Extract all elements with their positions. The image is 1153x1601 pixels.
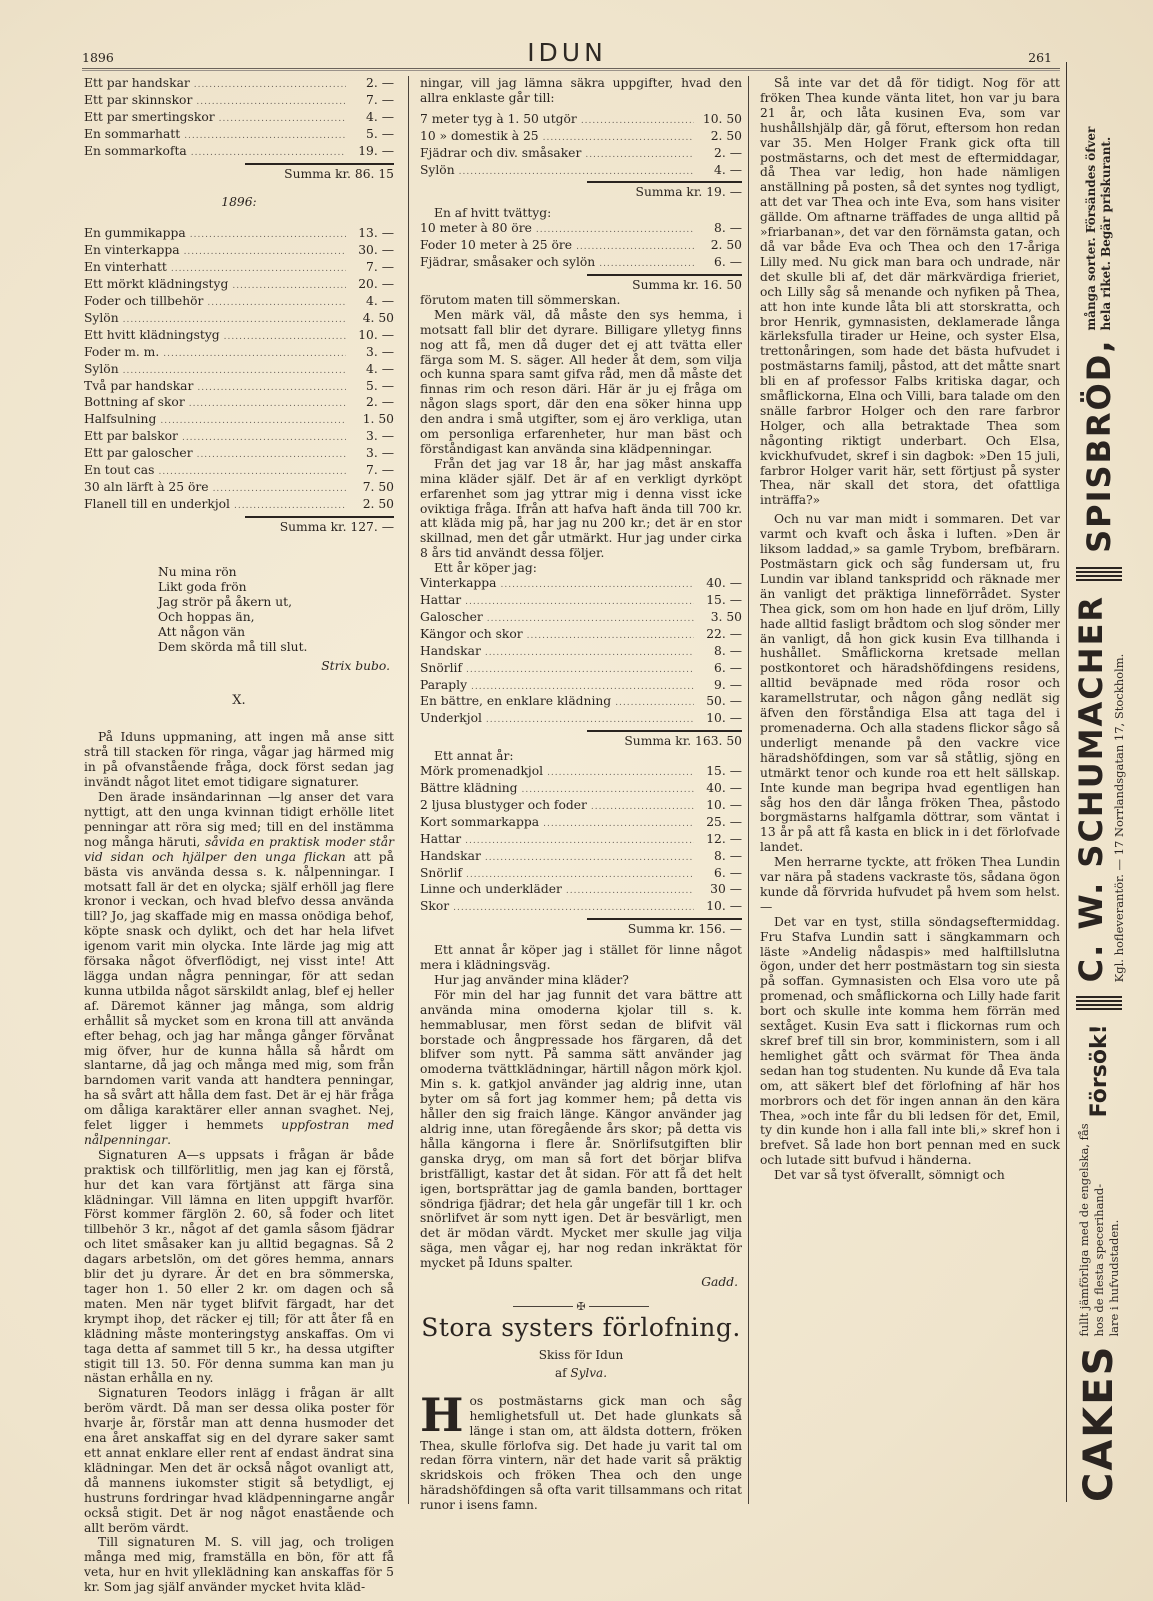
item-amount: 2. — [366,76,394,90]
item-amount: 4. 50 [362,310,394,325]
item-label: En sommarhatt [84,126,181,141]
item-label: Vinterkappa [420,576,497,591]
ledger-row [84,277,394,294]
emphasis-text: såvida en praktisk moder står vid sidan och hjälper den unga flickan [84,834,394,864]
ledger-row [84,446,394,463]
item-amount: 8. — [714,643,742,658]
paragraph: Det var en tyst, stilla söndagseftermiddag. Fru Stafva Lundin satt i sängkammarn och läste »Andelig nådaspis» med halftillslutna ögon, under det herr postmästarn tog sin siesta på soffan. Gymnasisten och Elsa voro ute på promenad, och småflickorna och Lilly hade farit bort och skulle inte komma hem förrän med sextåget. Kusin Eva satt i flickornas rum och skref bref till sin bror, komministern, som i all hemlighet gått och svärmat för Thea ända sedan han tog studenten. Nu kunde då Eva tala om, att säkert blef det förlofning af här hos morbrors och det för ingen annan än den kära Thea, »och inte får du bli ledsen för det, Emil, ty din kunde hon i alla fall inte bli,» skref hon i brefvet. Så lade hon bort pennan med en suck och lutade sitt bufvud i händerna. [760,914,1060,1168]
ledger-row [84,243,394,260]
ad-cakes [1067,1024,1131,1502]
leader-dots [465,595,694,610]
poem-line: Dem skörda må till slut. [158,639,308,654]
paragraph: Från det jag var 18 år, har jag måst anskaffa mina kläder själf. Det är af en verkligt dyrköpt erfarenhet som jag yttrar mig i denna visst icke oviktiga fråga. Ifrån att hafva haft ända till 700 kr. att kläda mig på, har jag nu 200 kr.; det är en stor skillnad, men det går utmärkt. Hur jag under cirka 8 års tid användt dessa följer. [420,456,742,561]
leader-dots [453,901,694,916]
ad-spisbrod-text [1084,127,1114,331]
item-amount: 5. — [366,126,394,141]
item-amount: 13. — [358,226,394,241]
item-label: Snörlif [420,660,463,675]
section-heading: X. [232,692,246,708]
ad-text-line: hela riket. Begär priskurant. [1099,136,1113,331]
paragraph: Till signaturen M. S. vill jag, och troligen många med mig, framställa en bön, för att få veta, hur en hvit ylleklädning kan anskaffas för 5 kr. Som jag själf använder mycket hvita kläd- [84,1535,394,1595]
leader-dots [536,223,694,238]
column-3 [760,76,1060,1183]
item-label: Snörlif [420,865,463,880]
header-rule [82,68,1060,71]
leader-dots [224,330,346,345]
leader-dots [486,713,694,728]
leader-dots [163,347,346,362]
leader-dots [466,868,694,883]
ad-cakes-name: CAKES [1076,1344,1122,1502]
item-amount: 4. — [366,109,394,124]
ledger-row [84,76,394,93]
item-label: Skor [420,899,450,914]
item-label: En gummikappa [84,226,186,241]
ad-text-line: fullt jämförliga med de engelska, fås [1076,1123,1091,1337]
poem-line: Nu mina rön [158,564,237,579]
poem-line: Och hoppas än, [158,609,255,624]
story-byline [420,1364,742,1382]
paragraph: Och nu var man midt i sommaren. Det var varmt och kvaft och åska i luften. »Den är liksom laddad,» sa gamle Trybom, brefbärarn. Postmästarn gick och såg fundersam ut, fru Lundin var ibland tankspridd och räknade mer än vanligt det präktiga linneförrådet. Syster Thea gick, som om hon hade en ljuf dröm, Lilly hade alltid fasligt brådtom och slog sönder mer än vanligt, då hon gick kusin Eva tillhanda i hushållet. Småflickorna kretsade mellan postkontoret och häradshöfdingens residens, alltid beväpnade med röda rosor och karamellstrutar, och någon gång nedlät sig äfven den förståndiga Elsa att taga del i promenaderna. Och alla stadens flickor sågo så underligt menande på den vackre vice häradshöfdingen, som var så ståtlig, sjöng en utmärkt tenor och kunde roa ett helt sällskap. Inte kunde man begripa hvad egentligen han såg hos den där långa fröken Thea, påstodo borgmästarns halfgamla döttrar, som väntat i 13 år på att få kasta en blick in i det förlofvade landet. [760,512,1060,855]
item-label: Underkjol [420,711,482,726]
leader-dots [566,884,694,899]
item-label: Galoscher [420,609,483,624]
sum-rule [587,918,742,920]
text-run: att på bästa vis använda dessa s. k. nålpenningar. I motsatt fall är det en olycka; själf erhöll jag flere kronor i veckan, och hvad blefvo dessa använda till? Jo, jag skaffade mig en massa onödiga behof, köpte snask och dylikt, och det har hela lifvet igenom varit min olycka. Inte lärde jag mig att försaka något öfverflödigt, nej visst inte! Att lägga undan några penningar, för att sedan kunna utbilda något särskildt anlag, blef ej heller af. Däremot känner jag många, som aldrig erhållit så mycket som en krona till att använda efter behag, och jag har många gånger förvånat mig öfver, hur de kunna hålla så hårdt om slantarne, då jag och många med mig, som från barndomen varit vanda att handtera penningar, ha så svårt att hålla dem fast. Det är ej här fråga om dåliga karaktärer eller annan svaghet. Nej, felet ligger i hemmets [84,849,394,1133]
ad-strip-rotated [1067,62,1131,1502]
sum-total-c: Summa kr. 163. 50 [624,734,742,749]
ledger-row [420,576,742,593]
ledger-row [84,429,394,446]
item-amount: 12. — [706,831,742,846]
sum-rule [587,274,742,276]
year-subheading: 1896: [221,195,257,210]
paragraph: Hur jag använder mina kläder? [434,972,629,987]
list-subheading: Ett år köper jag: [434,561,537,576]
emphasis-text: uppfostran med nålpenningar [84,1118,394,1147]
sum-total-d: Summa kr. 156. — [627,922,742,937]
list-subheading: Ett annat år: [434,749,514,764]
paragraph: Signaturen Teodors inlägg i frågan är allt beröm värdt. Då man ser dessa olika poster för hvarje år, förstår man att denna husmoder det ena året anskaffat sig en del dyrare saker samt ett annat enklare eller rent af endast ändrat sina klädningar. Men det är också något ovanligt att, då mannens iukomster stigit så betydligt, ej hustruns fordringar hvad klädpenningarne angår också stigit. Det är nog något enastående och allt beröm värdt. [84,1386,394,1535]
leader-dots [158,465,346,480]
item-amount: 10. — [706,797,742,812]
ledger-row [420,112,742,129]
item-label: 7 meter tyg à 1. 50 utgör [420,111,577,126]
item-amount: 2. 50 [362,496,394,511]
item-amount: 2. — [714,145,742,160]
item-label: 2 ljusa blustyger och foder [420,797,587,812]
item-label: Ett par handskar [84,76,190,90]
ledger-row [420,255,742,272]
paragraph: ningar, vill jag lämna säkra uppgifter, hvad den allra enklaste går till: [420,76,742,105]
leader-dots [591,800,694,815]
paragraph: förutom maten till sömmerskan. [420,292,621,307]
paragraph [420,1387,742,1513]
story-title: Stora systers förlofning. [421,1312,741,1342]
ledger-row [84,328,394,345]
ledger-row [420,221,742,238]
item-label: Foder 10 meter à 25 öre [420,238,573,253]
item-label: Ett par balskor [84,429,178,444]
ledger-row [420,882,742,899]
item-amount: 7. — [366,463,394,478]
ledger-row [420,764,742,781]
item-amount: 7. — [366,92,394,107]
leader-dots [189,397,346,412]
paragraph: Men märk väl, då måste den sys hemma, i motsatt fall blir det dyrare. Billigare ylletyg finns nog att få, men då duger det ej att tvätta eller färga som M. S. säger. All heder åt dem, som vilja och kunna spara samt gifva råd, men då måste det finnas rim och reson däri. Här är ju ej fråga om någon slags sport, där den ena söker hinna upp den andra i små utgifter, som ej äro verkliga, utan om personliga erfarenheter, hur man bäst och förståndigast kan använda sina klädpenningar. [420,307,742,456]
item-label: Foder m. m. [84,344,160,359]
leader-dots [219,112,346,127]
leader-dots [234,499,346,514]
item-amount: 50. — [706,694,742,709]
drop-cap: H [420,1387,464,1442]
item-amount: 15. — [706,593,742,607]
leader-dots [543,817,694,832]
item-amount: 10. 50 [702,111,742,126]
ad-schumacher-name: C. W. SCHUMACHER [1072,594,1110,983]
paragraph: På Iduns uppmaning, att ingen må anse sitt strå till stacken för ringa, vågar jag härmed mig in på ofvanstående fråga, dock först sedan jag invändt något litet emot tidigare signaturer. [84,730,394,790]
ad-spisbrod [1067,127,1131,553]
item-label: En vinterhatt [84,260,167,275]
item-amount: 3. 50 [710,609,742,624]
leader-dots [466,663,694,678]
item-amount: 8. — [714,848,742,863]
item-amount: 10. — [358,327,394,342]
item-label: En bättre, en enklare klädning [420,694,612,709]
item-label: Kort sommarkappa [420,814,540,829]
item-label: Fjädrar och div. småsaker [420,145,582,160]
leader-dots [207,296,346,311]
leader-dots [465,834,694,849]
text-run: Den ärade insändarinnan —lg anser det vara nyttigt, att den unga kvinnan tidigt erhölle litet penningar att röra sig med; till en del instämma nog många häruti, [84,790,394,849]
masthead-title: IDUN [527,38,607,67]
ledger-row [420,661,742,678]
leader-dots [599,257,694,272]
leader-dots [547,766,694,781]
column-2 [420,76,742,1513]
item-label: Handskar [420,848,481,863]
ledger-row [420,644,742,661]
ad-schumacher-address: Kgl. hofleverantör. — 17 Norrlandsgatan 17, Stockholm. [1112,653,1126,983]
ledger-row [420,593,742,610]
item-label: Sylön [420,162,455,177]
item-label: Mörk promenadkjol [420,764,544,779]
ledger-row [420,781,742,798]
leader-dots [527,629,694,644]
item-label: Linne och underkläder [420,882,562,897]
leader-dots [194,78,346,93]
ledger-row [84,127,394,144]
poem [158,565,394,655]
ledger-row [420,146,742,163]
header-year: 1896 [82,50,114,65]
leader-dots [576,240,694,255]
ledger-row [420,163,742,180]
author-name: Sylva. [570,1365,608,1380]
sum-total-a: Summa kr. 86. 15 [284,166,394,181]
page-header [82,36,1052,70]
ledger-row [84,362,394,379]
item-label: Ett par galoscher [84,446,193,461]
paragraph: Signaturen A—s uppsats i frågan är både praktisk och tillförlitlig, men jag kan ej förstå, hur det kan vara förtjänst att färga sina klädningar. Vill lämna en liten uppgift hvarför. Först kommer färglön 2. 60, så foder och litet tillbehör 3 kr., något af det gamla såsom fjädrar och litet småsaker kan ju alltid begagnas. Så 2 dagars arbetslön, om det göres hemma, annars blir det ju dyrare. Är det en bra sömmerska, tager hon 1. 50 eller 2 kr. om dagen och så maten. Men när tyget blifvit färgadt, har det krympt ihop, det räcker ej till; för att åter få en klädning måste monteringstyg anskaffas. Om vi taga detta af sammet till 5 kr., ha dessa utgifter stigit till 13. 50. För denna summa kan man ju nästan erhålla en ny. [84,1147,394,1386]
poem-line: Likt goda frön [158,579,247,594]
ledger-row [420,798,742,815]
poem-line: Jag strör på åkern ut, [158,594,293,609]
ledger-row [420,815,742,832]
sum-total-a: Summa kr. 19. — [635,185,742,200]
leader-dots [543,131,694,146]
leader-dots [500,578,694,593]
item-amount: 5. — [366,378,394,393]
leader-dots [522,783,694,798]
ledger-row [420,238,742,255]
item-amount: 19. — [358,143,394,158]
item-amount: 30. — [358,243,394,258]
item-amount: 4. — [366,361,394,376]
signature: Gadd. [701,1275,738,1290]
leader-dots [581,114,694,129]
item-label: En sommarkofta [84,143,187,158]
item-amount: 22. — [706,626,742,641]
item-amount: 30 — [710,882,742,897]
ledger-row [420,832,742,849]
ad-text-line: lare i hufvudstaden. [1106,1219,1121,1337]
item-amount: 15. — [706,764,742,779]
column-divider-1 [408,76,409,1504]
ad-spisbrod-name: SPISBRÖD, [1080,338,1118,553]
poem-signature: Strix bubo. [321,658,390,673]
paragraph: Det var så tyst öfverallt, sömnigt och [774,1168,1005,1183]
item-amount: 3. — [366,344,394,359]
page-number: 261 [1028,50,1052,65]
item-amount: 10. — [706,711,742,726]
leader-dots [191,146,346,161]
leader-dots [160,414,346,429]
paragraph: För min del har jag funnit det vara bättre att använda mina omoderna kjolar till s. k. hemmablusar, men först sedan de blifvit väl borstade och ångpressade hos färgaren, då det blifver som nytt. På samma sätt använder jag omoderna tvättklädningar, härtill någon mörk kjol. Min s. k. gatkjol använder jag aldrig inne, utan byter om så fort jag kommer hem; på detta vis håller den sig fraich länge. Kängor använder jag aldrig inne, utan föregående års skor; på detta vis hålla kängorna i flere år. Snörlifsutgiften blir ganska dryg, om man så fort det börjar blifva bristfälligt, kastar det åt sidan. För att få det helt igen, bortsprättar jag de gamla banden, borttager söndriga fjädrar; det hela går ungefär till 1 kr. och snörlifvet är som nytt igen. Det är besvärligt, men det är mödan värdt. Mycket mer skulle jag vilja säga, men vågar ej, har nog redan inkräktat för mycket på Iduns spalter. [420,987,742,1271]
leader-dots [123,364,346,379]
item-label: En vinterkappa [84,243,180,258]
column-1 [84,76,394,1595]
item-label: 10 » domestik à 25 [420,128,539,143]
item-label: Kängor och skor [420,626,523,641]
item-amount: 4. — [714,162,742,177]
yearly-list-d [420,764,742,916]
poem-line: Att någon vän [158,624,246,639]
ad-text-line: hos de flesta specerihand- [1091,1183,1106,1337]
leader-dots [197,448,346,463]
item-label: Hattar [420,831,462,846]
ledger-row [84,260,394,277]
ledger-row [84,463,394,480]
text-run: os postmästarns gick man och såg hemlighetsfull ut. Det hade glunkats så länge i stan om, att äldsta dottern, fröken Thea, skulle förlofva sig. Det hade ju varit tal om redan förra vintern, när det hade varit så präktig skridskois och fröken Thea och den unge häradshöfdingen så ofta varit tillsammans och ritat runor i isens famn. [420,1393,742,1513]
ledger-row [84,497,394,514]
byline-prefix: af [554,1365,567,1380]
item-amount: 7. 50 [362,479,394,494]
ledger-row [84,395,394,412]
item-label: Sylön [84,361,119,376]
item-amount: 10. — [706,899,742,914]
leader-dots [459,165,694,180]
item-amount: 2. 50 [710,238,742,253]
leader-dots [485,851,694,866]
item-amount: 40. — [706,780,742,795]
ledger-row [84,110,394,127]
ad-separator [1076,996,1122,1010]
ledger-row [420,129,742,146]
item-label: Ett mörkt klädningstyg [84,277,229,292]
list-subheading: En af hvitt tvättyg: [434,206,552,221]
ledger-row [84,311,394,328]
ad-cakes-cta: Försök! [1086,1024,1112,1118]
item-label: Foder och tillbehör [84,293,204,308]
ledger-row [420,899,742,916]
ad-schumacher [1067,595,1131,982]
ledger-row [420,866,742,883]
item-amount: 3. — [366,446,394,461]
item-amount: 7. — [366,260,394,275]
yearly-list-c [420,576,742,728]
dress-cost-list-a [420,112,742,180]
item-label: Halfsulning [84,412,157,427]
item-label: Fjädrar, småsaker och sylön [420,255,596,270]
item-amount: 6. — [714,865,742,880]
sum-total-b: Summa kr. 16. 50 [632,277,742,292]
item-label: Ett par skinnskor [84,92,193,107]
item-label: Handskar [420,643,481,658]
ad-separator [1076,567,1122,581]
leader-dots [184,129,346,144]
leader-dots [196,95,346,110]
item-label: Bättre klädning [420,780,518,795]
advertisement-strip [1067,62,1131,1502]
item-amount: 4. — [366,293,394,308]
item-label: Sylön [84,310,119,325]
ledger-row [84,345,394,362]
leader-dots [485,646,694,661]
ad-text-line: många sorter. Försändes öfver [1084,126,1098,331]
paragraph: Ett annat år köper jag i stället för linne något mera i klädningsväg. [420,943,742,973]
item-label: 30 aln lärft à 25 öre [84,479,209,494]
item-label: Flanell till en underkjol [84,496,230,511]
ledger-row [420,711,742,728]
leader-dots [184,245,346,260]
item-amount: 6. — [714,660,742,675]
item-amount: 6. — [714,255,742,270]
item-label: 10 meter à 80 öre [420,221,532,236]
ornament-divider: ✠ [420,1300,742,1315]
item-amount: 2. 50 [710,128,742,143]
leader-dots [197,381,346,396]
sum-rule [587,181,742,183]
ad-cakes-text [1077,1123,1122,1336]
ledger-row [420,610,742,627]
item-amount: 40. — [706,576,742,591]
ledger-row [420,694,742,711]
ledger-row [420,849,742,866]
expense-list-a [84,76,394,161]
sum-total-b: Summa kr. 127. — [279,519,394,534]
ledger-row [84,480,394,497]
leader-dots [471,680,694,695]
expense-list-b [84,226,394,513]
leader-dots [123,313,346,328]
text-run: . [167,1132,172,1147]
paragraph: Men herrarne tyckte, att fröken Thea Lundin var nära på stadens vackraste tös, sådana ögon kunde då förvrida hufvudet på hvem som helst. — [760,855,1060,914]
leader-dots [190,228,346,243]
dress-cost-list-b [420,221,742,272]
item-amount: 25. — [706,814,742,829]
ledger-row [84,226,394,243]
item-label: Paraply [420,677,468,692]
ledger-row [84,93,394,110]
column-divider-2 [748,76,749,1504]
item-amount: 2. — [366,395,394,410]
item-label: Bottning af skor [84,395,185,410]
leader-dots [615,696,694,711]
item-amount: 9. — [714,677,742,692]
item-label: Två par handskar [84,378,194,393]
ledger-row [84,144,394,161]
ledger-row [84,412,394,429]
sum-rule [245,516,394,518]
item-label: Ett hvitt klädningstyg [84,327,220,342]
item-label: Ett par smertingskor [84,109,215,124]
ledger-row [84,294,394,311]
item-amount: 8. — [714,221,742,236]
sum-rule [245,163,394,165]
item-amount: 3. — [366,429,394,444]
paragraph: Så inte var det då för tidigt. Nog för att fröken Thea kunde vänta litet, hon var ju bara 21 år, och låta kusinen Eva, som var hushållshjälp där, gå förut, eftersom hon redan var 35. Men Holger Frank gick ofta till postmästarns, och det mest de eftermiddagar, då Thea var ledig, hon hade nämligen anställning på posten, så det syntes nog tydligt, att det var Thea och inte Eva, som hans visiter gällde. Om aftnarne träffades de unga alltid på »friarbanan», det var den förnämsta gatan, och då var både Eva och Thea och den 17-åriga Lilly med. Nu gick man bara och undrade, när det skulle bli af, det där märkvärdiga frieriet, och Lilly såg så menande och nyfiken på Thea, att hon inte kunde låta bli att storskratta, och bror Henrik, gymnasisten, deklamerade långa kärleksfulla tirader ur Heine, och syster Elsa, trettonåringen, som hade det bästa hufvudet i postmästarns familj, påstod, att det måtte snart bli en af professor Falbs kritiska dagar, och småflickorna, Elna och Villi, bara talade om den snälle farbror Holger och den rare farbror Holger, och alla betraktade Thea som någonting riktigt underbart. Och Elsa, kvickhufvudet, skref i sin dagbok: »Den 15 juli, farbror Holger varit här, sett förtjust på syster Thea, när skall det stora, det ofattliga inträffa?» [760,76,1060,508]
sum-rule [587,730,742,732]
paragraph [84,790,394,1148]
ledger-row [420,678,742,695]
item-label: Hattar [420,593,462,607]
ledger-row [84,379,394,396]
leader-dots [171,262,346,277]
item-amount: 20. — [358,277,394,292]
item-amount: 1. 50 [362,412,394,427]
leader-dots [182,431,346,446]
leader-dots [213,482,346,497]
leader-dots [487,612,694,627]
story-subtitle: Skiss för Idun [538,1347,624,1362]
item-label: En tout cas [84,463,155,478]
leader-dots [585,148,694,163]
ledger-row [420,627,742,644]
leader-dots [232,279,346,294]
